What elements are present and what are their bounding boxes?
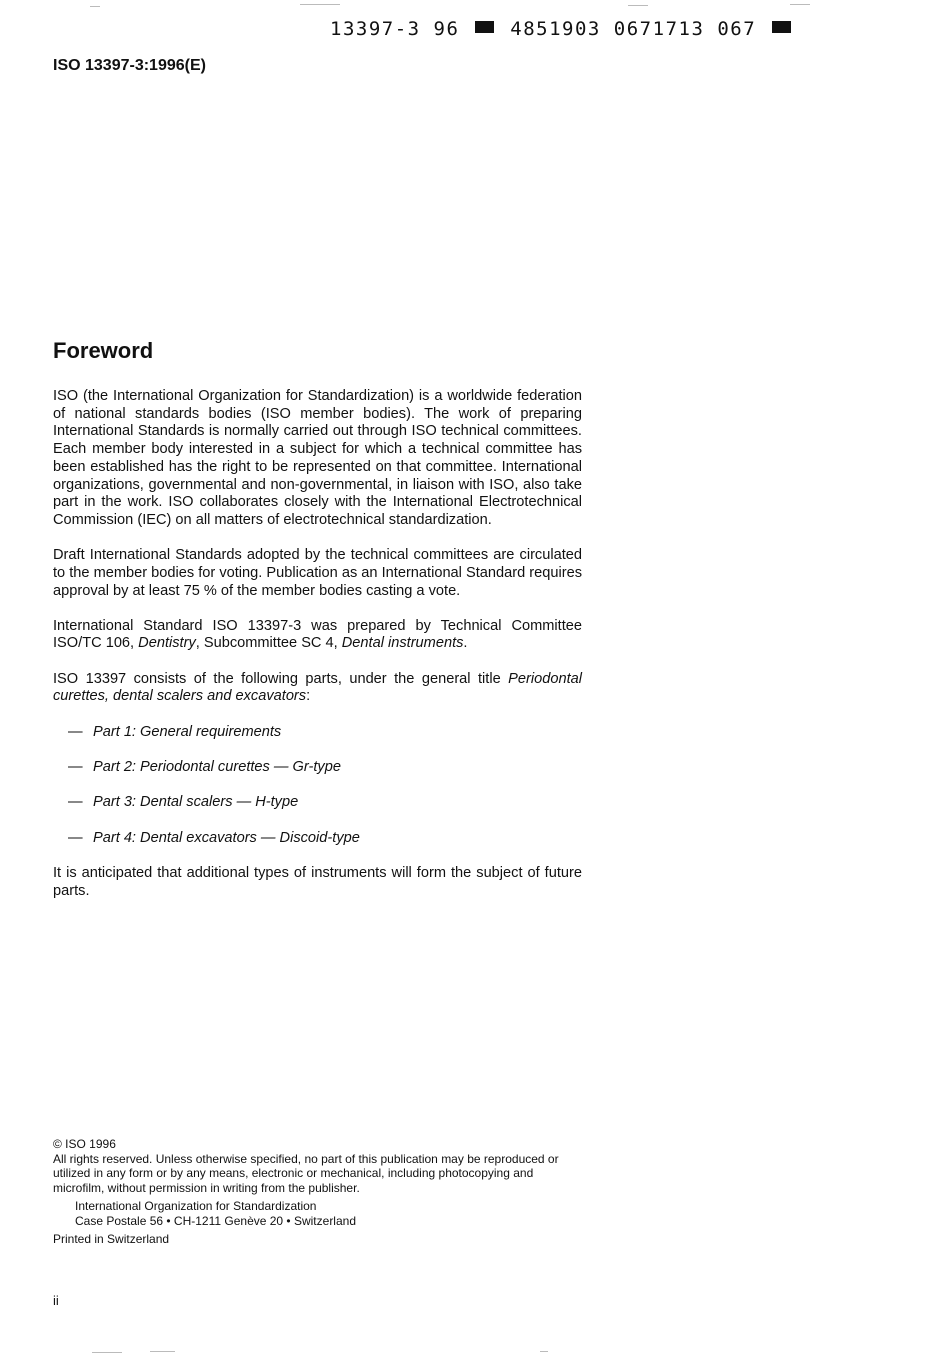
list-dash: —: [68, 724, 83, 741]
copyright-line: © ISO 1996: [53, 1137, 116, 1151]
paragraph: [53, 671, 582, 706]
general-title: Periodontal curettes, dental scalers and excavators: [53, 670, 582, 705]
list-item: [68, 830, 582, 848]
list-item: [68, 759, 582, 777]
publisher-address: [75, 1199, 583, 1228]
list-item: [68, 794, 582, 812]
paragraph: [53, 618, 582, 653]
page-number: ii: [53, 1293, 59, 1308]
list-item-text: Part 2: Periodontal curettes — Gr-type: [93, 759, 341, 776]
barcode-block: [772, 21, 791, 33]
list-item-text: Part 3: Dental scalers — H-type: [93, 794, 299, 811]
paragraph-text: ISO 13397 consists of the following parts, under the general title: [53, 670, 509, 687]
barcode-block: [475, 21, 494, 33]
rights-notice: All rights reserved. Unless otherwise specified, no part of this publication may be reproduced or utilized in any form or by any means, electronic or mechanical, including photocopying and microfilm, without permission in writing from the publisher.: [53, 1151, 559, 1195]
paragraph-text: .: [463, 635, 468, 652]
paragraph: Draft International Standards adopted by the technical committees are circulated to the member bodies for voting. Publication as an International Standard requires approval by at least 75 % of the member bodies casting a vote.: [53, 547, 582, 599]
foreword-body: [53, 388, 582, 900]
list-item-text: Part 4: Dental excavators — Discoid-type: [93, 829, 360, 846]
barcode-header: [330, 18, 757, 42]
paragraph: ISO (the International Organization for Standardization) is a worldwide federation of national standards bodies (ISO member bodies). The work of preparing International Standards is normally carried out through ISO technical committees. Each member body interested in a subject for which a technical committee has been established has the right to be represented on that committee. International organizations, governmental and non-governmental, in liaison with ISO, also take part in the work. ISO collaborates closely with the International Electrotechnical Commission (IEC) on all matters of electrotechnical standardization.: [53, 388, 582, 528]
paragraph-text: , Subcommittee SC 4,: [195, 635, 342, 652]
parts-list: [68, 724, 582, 847]
document-id: ISO 13397-3:1996(E): [53, 57, 206, 74]
subcommittee-name: Dental instruments: [341, 635, 464, 652]
paragraph-text: International Standard ISO 13397-3 was prepared by Technical Committee ISO/TC 106,: [53, 617, 582, 652]
barcode-code: 13397-3 96: [330, 18, 460, 40]
publisher-street: Case Postale 56 • CH-1211 Genève 20 • Switzerland: [75, 1213, 356, 1228]
list-dash: —: [68, 829, 83, 846]
printed-line: Printed in Switzerland: [53, 1232, 170, 1246]
paragraph-text: :: [306, 688, 311, 705]
list-item: [68, 724, 582, 742]
barcode-number: 4851903 0671713 067: [510, 18, 757, 40]
list-dash: —: [68, 759, 83, 776]
paragraph: It is anticipated that additional types of instruments will form the subject of future parts.: [53, 864, 582, 899]
publisher-name: International Organization for Standardization: [75, 1199, 317, 1213]
list-dash: —: [68, 794, 83, 811]
list-item-text: Part 1: General requirements: [93, 724, 282, 741]
page-title: Foreword: [53, 338, 154, 363]
copyright-footer: [53, 1137, 583, 1247]
committee-name: Dentistry: [138, 635, 196, 652]
